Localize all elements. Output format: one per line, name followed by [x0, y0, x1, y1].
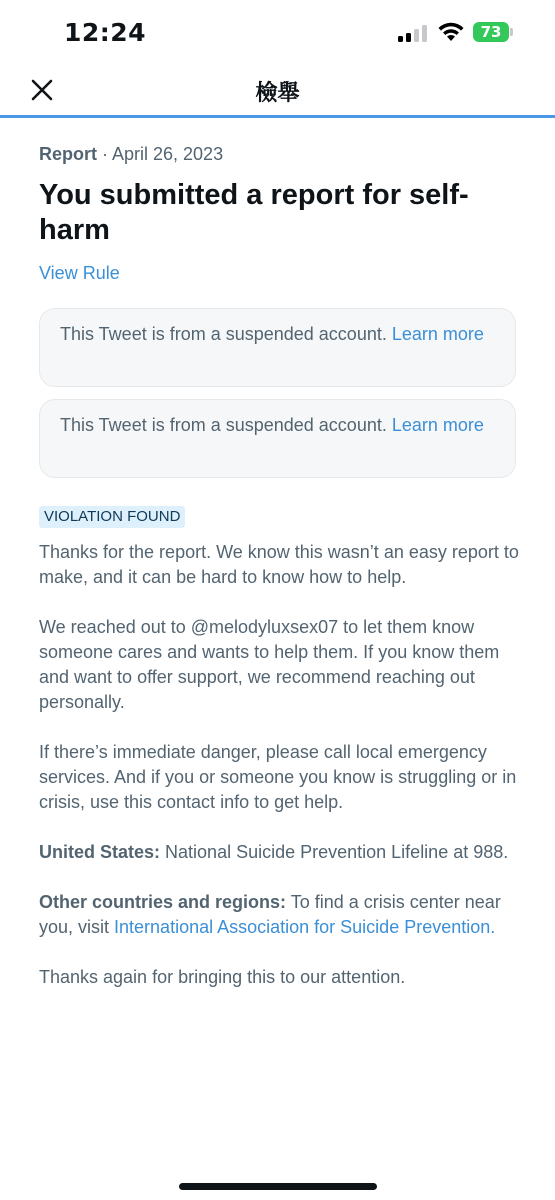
battery-icon: 73: [473, 22, 509, 42]
us-hotline-paragraph: [39, 840, 519, 865]
report-body: [39, 540, 519, 990]
violation-badge: VIOLATION FOUND: [39, 506, 185, 528]
top-nav-bar: [0, 62, 555, 117]
us-label: United States:: [39, 842, 161, 862]
report-date: · April 26, 2023: [97, 144, 224, 164]
other-countries-label: Other countries and regions:: [39, 892, 287, 912]
report-title: You submitted a report for self-harm: [39, 179, 469, 246]
body-paragraph: Thanks for the report. We know this wasn’t an easy report to make, and it can be hard to know how to help.: [39, 542, 519, 587]
page-title: 檢舉: [255, 81, 300, 106]
suspended-tweet-card: [39, 308, 516, 387]
body-paragraph: We reached out to @melodyluxsex07 to let them know someone cares and wants to help them. If you know them and want to offer support, we recommend reaching out personally.: [39, 617, 500, 712]
us-hotline-text: National Suicide Prevention Lifeline at 988.: [160, 842, 509, 862]
iasp-link[interactable]: International Association for Suicide Prevention.: [114, 917, 496, 937]
suspended-tweet-card: [39, 399, 516, 478]
other-countries-paragraph: [39, 890, 519, 940]
body-paragraph: If there’s immediate danger, please call local emergency services. And if you or someone you know is struggling or in crisis, use this contact info to get help.: [39, 742, 517, 812]
status-bar: [0, 0, 555, 62]
learn-more-link[interactable]: Learn more: [391, 415, 484, 435]
other-countries-text: To find a crisis center near you, visit: [39, 892, 501, 937]
wifi-icon: [437, 20, 465, 42]
report-meta: [39, 140, 519, 168]
status-time: 12:24: [64, 18, 147, 47]
tweet-card-text: This Tweet is from a suspended account.: [60, 324, 392, 344]
report-label: Report: [39, 144, 97, 164]
tweet-card-text: This Tweet is from a suspended account.: [60, 415, 392, 435]
report-content: [39, 140, 519, 990]
cellular-signal-icon: [398, 24, 428, 42]
header-divider: [0, 115, 555, 118]
battery-cap: [510, 28, 513, 36]
learn-more-link[interactable]: Learn more: [391, 324, 484, 344]
body-paragraph: Thanks again for bringing this to our attention.: [39, 967, 406, 987]
home-indicator[interactable]: [179, 1183, 377, 1190]
view-rule-link[interactable]: View Rule: [39, 263, 120, 283]
